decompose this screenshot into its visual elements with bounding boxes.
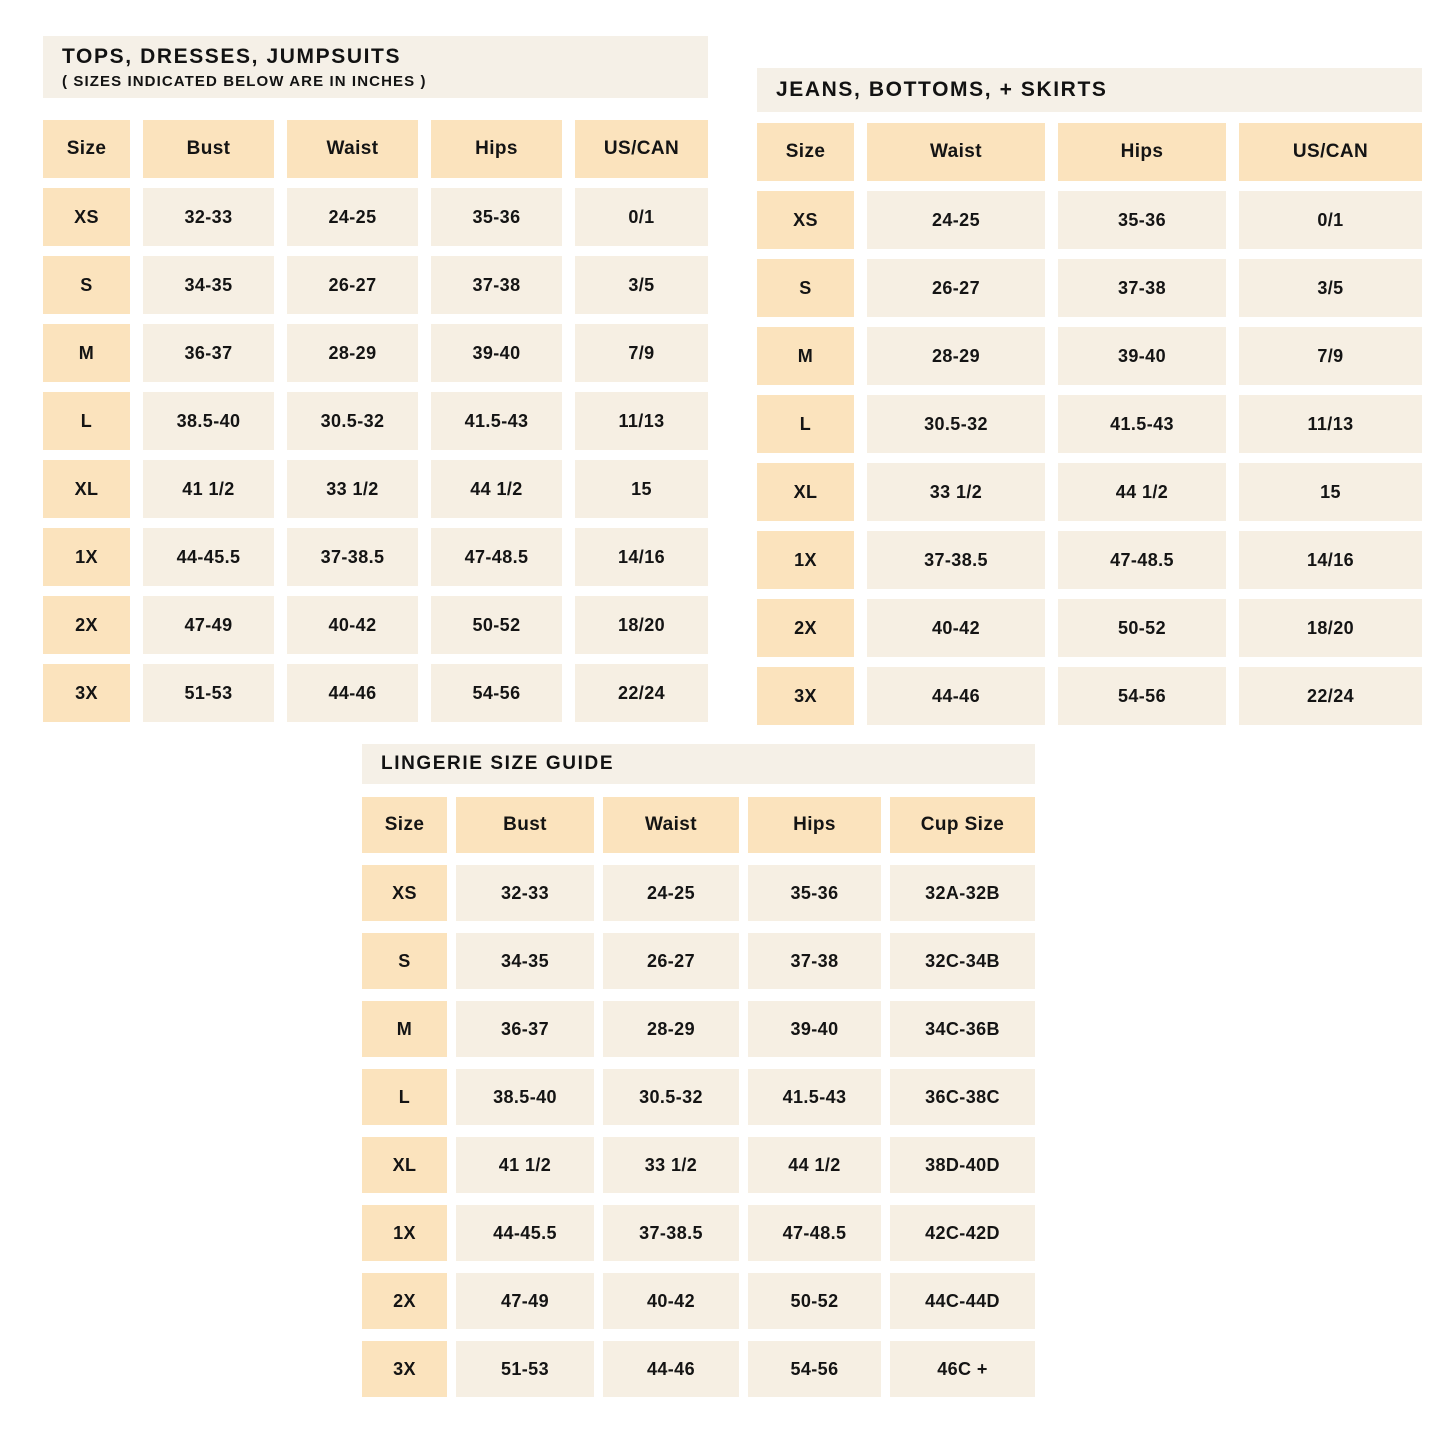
measurement-cell: 30.5-32 xyxy=(287,392,418,450)
column-header-cell: Bust xyxy=(456,797,594,853)
measurement-cell: 15 xyxy=(1239,463,1422,521)
size-label-cell: 1X xyxy=(362,1205,447,1261)
jeans-size-table xyxy=(757,123,1422,725)
jeans-bottoms-skirts-section xyxy=(757,68,1422,725)
measurement-cell: 32-33 xyxy=(456,865,594,921)
measurement-cell: 11/13 xyxy=(575,392,708,450)
measurement-cell: 33 1/2 xyxy=(867,463,1045,521)
measurement-cell: 51-53 xyxy=(143,664,274,722)
size-label-cell: XL xyxy=(362,1137,447,1193)
measurement-cell: 44-46 xyxy=(603,1341,739,1397)
measurement-cell: 28-29 xyxy=(867,327,1045,385)
measurement-cell: 37-38.5 xyxy=(603,1205,739,1261)
column-header-cell: US/CAN xyxy=(575,120,708,178)
measurement-cell: 34C-36B xyxy=(890,1001,1035,1057)
measurement-cell: 47-48.5 xyxy=(431,528,562,586)
measurement-cell: 44-45.5 xyxy=(143,528,274,586)
measurement-cell: 51-53 xyxy=(456,1341,594,1397)
size-label-cell: S xyxy=(43,256,130,314)
measurement-cell: 38D-40D xyxy=(890,1137,1035,1193)
measurement-cell: 50-52 xyxy=(1058,599,1226,657)
measurement-cell: 44-46 xyxy=(287,664,418,722)
measurement-cell: 34-35 xyxy=(143,256,274,314)
measurement-cell: 40-42 xyxy=(603,1273,739,1329)
measurement-cell: 35-36 xyxy=(1058,191,1226,249)
lingerie-title: LINGERIE SIZE GUIDE xyxy=(381,753,615,774)
measurement-cell: 32C-34B xyxy=(890,933,1035,989)
size-label-cell: XS xyxy=(362,865,447,921)
size-label-cell: 2X xyxy=(362,1273,447,1329)
measurement-cell: 18/20 xyxy=(575,596,708,654)
measurement-cell: 3/5 xyxy=(575,256,708,314)
measurement-cell: 37-38 xyxy=(1058,259,1226,317)
measurement-cell: 47-49 xyxy=(456,1273,594,1329)
measurement-cell: 46C + xyxy=(890,1341,1035,1397)
measurement-cell: 7/9 xyxy=(1239,327,1422,385)
size-label-cell: L xyxy=(757,395,854,453)
column-header-cell: Waist xyxy=(287,120,418,178)
measurement-cell: 41 1/2 xyxy=(456,1137,594,1193)
measurement-cell: 30.5-32 xyxy=(603,1069,739,1125)
column-header-cell: Waist xyxy=(603,797,739,853)
measurement-cell: 47-48.5 xyxy=(1058,531,1226,589)
lingerie-title-bar xyxy=(362,744,1035,784)
measurement-cell: 54-56 xyxy=(431,664,562,722)
measurement-cell: 24-25 xyxy=(287,188,418,246)
measurement-cell: 44-45.5 xyxy=(456,1205,594,1261)
measurement-cell: 34-35 xyxy=(456,933,594,989)
tops-title-bar xyxy=(43,36,708,98)
size-label-cell: 3X xyxy=(43,664,130,722)
measurement-cell: 39-40 xyxy=(748,1001,881,1057)
measurement-cell: 41.5-43 xyxy=(431,392,562,450)
measurement-cell: 50-52 xyxy=(431,596,562,654)
measurement-cell: 38.5-40 xyxy=(456,1069,594,1125)
measurement-cell: 26-27 xyxy=(287,256,418,314)
measurement-cell: 35-36 xyxy=(431,188,562,246)
measurement-cell: 38.5-40 xyxy=(143,392,274,450)
lingerie-size-guide-section xyxy=(362,744,1035,1397)
measurement-cell: 26-27 xyxy=(603,933,739,989)
size-label-cell: M xyxy=(43,324,130,382)
jeans-title-bar xyxy=(757,68,1422,112)
measurement-cell: 37-38 xyxy=(431,256,562,314)
size-label-cell: M xyxy=(757,327,854,385)
lingerie-size-table xyxy=(362,797,1035,1397)
measurement-cell: 22/24 xyxy=(1239,667,1422,725)
measurement-cell: 50-52 xyxy=(748,1273,881,1329)
measurement-cell: 7/9 xyxy=(575,324,708,382)
measurement-cell: 36-37 xyxy=(143,324,274,382)
size-label-cell: L xyxy=(43,392,130,450)
size-label-cell: L xyxy=(362,1069,447,1125)
measurement-cell: 14/16 xyxy=(1239,531,1422,589)
size-label-cell: 3X xyxy=(362,1341,447,1397)
size-label-cell: M xyxy=(362,1001,447,1057)
measurement-cell: 37-38.5 xyxy=(867,531,1045,589)
tops-size-table xyxy=(43,120,708,722)
tops-dresses-jumpsuits-section xyxy=(43,36,708,722)
column-header-cell: US/CAN xyxy=(1239,123,1422,181)
measurement-cell: 37-38.5 xyxy=(287,528,418,586)
measurement-cell: 40-42 xyxy=(867,599,1045,657)
measurement-cell: 14/16 xyxy=(575,528,708,586)
size-label-cell: XS xyxy=(43,188,130,246)
column-header-cell: Size xyxy=(757,123,854,181)
measurement-cell: 41.5-43 xyxy=(748,1069,881,1125)
measurement-cell: 28-29 xyxy=(287,324,418,382)
measurement-cell: 54-56 xyxy=(1058,667,1226,725)
measurement-cell: 47-48.5 xyxy=(748,1205,881,1261)
measurement-cell: 0/1 xyxy=(1239,191,1422,249)
measurement-cell: 39-40 xyxy=(431,324,562,382)
measurement-cell: 28-29 xyxy=(603,1001,739,1057)
column-header-cell: Hips xyxy=(431,120,562,178)
size-label-cell: 3X xyxy=(757,667,854,725)
size-label-cell: 2X xyxy=(43,596,130,654)
size-label-cell: XS xyxy=(757,191,854,249)
measurement-cell: 24-25 xyxy=(867,191,1045,249)
measurement-cell: 40-42 xyxy=(287,596,418,654)
measurement-cell: 39-40 xyxy=(1058,327,1226,385)
measurement-cell: 35-36 xyxy=(748,865,881,921)
size-label-cell: XL xyxy=(43,460,130,518)
size-label-cell: XL xyxy=(757,463,854,521)
measurement-cell: 24-25 xyxy=(603,865,739,921)
measurement-cell: 33 1/2 xyxy=(287,460,418,518)
column-header-cell: Hips xyxy=(748,797,881,853)
measurement-cell: 44-46 xyxy=(867,667,1045,725)
measurement-cell: 30.5-32 xyxy=(867,395,1045,453)
tops-subtitle: ( SIZES INDICATED BELOW ARE IN INCHES ) xyxy=(62,72,427,90)
measurement-cell: 44 1/2 xyxy=(748,1137,881,1193)
measurement-cell: 41.5-43 xyxy=(1058,395,1226,453)
measurement-cell: 36C-38C xyxy=(890,1069,1035,1125)
measurement-cell: 22/24 xyxy=(575,664,708,722)
column-header-cell: Size xyxy=(43,120,130,178)
tops-title: TOPS, DRESSES, JUMPSUITS xyxy=(62,44,402,68)
jeans-title: JEANS, BOTTOMS, + SKIRTS xyxy=(776,78,1108,101)
measurement-cell: 15 xyxy=(575,460,708,518)
measurement-cell: 54-56 xyxy=(748,1341,881,1397)
measurement-cell: 41 1/2 xyxy=(143,460,274,518)
measurement-cell: 26-27 xyxy=(867,259,1045,317)
measurement-cell: 18/20 xyxy=(1239,599,1422,657)
column-header-cell: Cup Size xyxy=(890,797,1035,853)
measurement-cell: 37-38 xyxy=(748,933,881,989)
measurement-cell: 3/5 xyxy=(1239,259,1422,317)
size-label-cell: 1X xyxy=(43,528,130,586)
column-header-cell: Size xyxy=(362,797,447,853)
column-header-cell: Hips xyxy=(1058,123,1226,181)
measurement-cell: 11/13 xyxy=(1239,395,1422,453)
measurement-cell: 44C-44D xyxy=(890,1273,1035,1329)
size-label-cell: S xyxy=(362,933,447,989)
column-header-cell: Bust xyxy=(143,120,274,178)
size-label-cell: S xyxy=(757,259,854,317)
measurement-cell: 0/1 xyxy=(575,188,708,246)
measurement-cell: 42C-42D xyxy=(890,1205,1035,1261)
size-label-cell: 2X xyxy=(757,599,854,657)
measurement-cell: 47-49 xyxy=(143,596,274,654)
size-label-cell: 1X xyxy=(757,531,854,589)
measurement-cell: 32A-32B xyxy=(890,865,1035,921)
measurement-cell: 32-33 xyxy=(143,188,274,246)
column-header-cell: Waist xyxy=(867,123,1045,181)
measurement-cell: 44 1/2 xyxy=(431,460,562,518)
measurement-cell: 36-37 xyxy=(456,1001,594,1057)
measurement-cell: 33 1/2 xyxy=(603,1137,739,1193)
measurement-cell: 44 1/2 xyxy=(1058,463,1226,521)
